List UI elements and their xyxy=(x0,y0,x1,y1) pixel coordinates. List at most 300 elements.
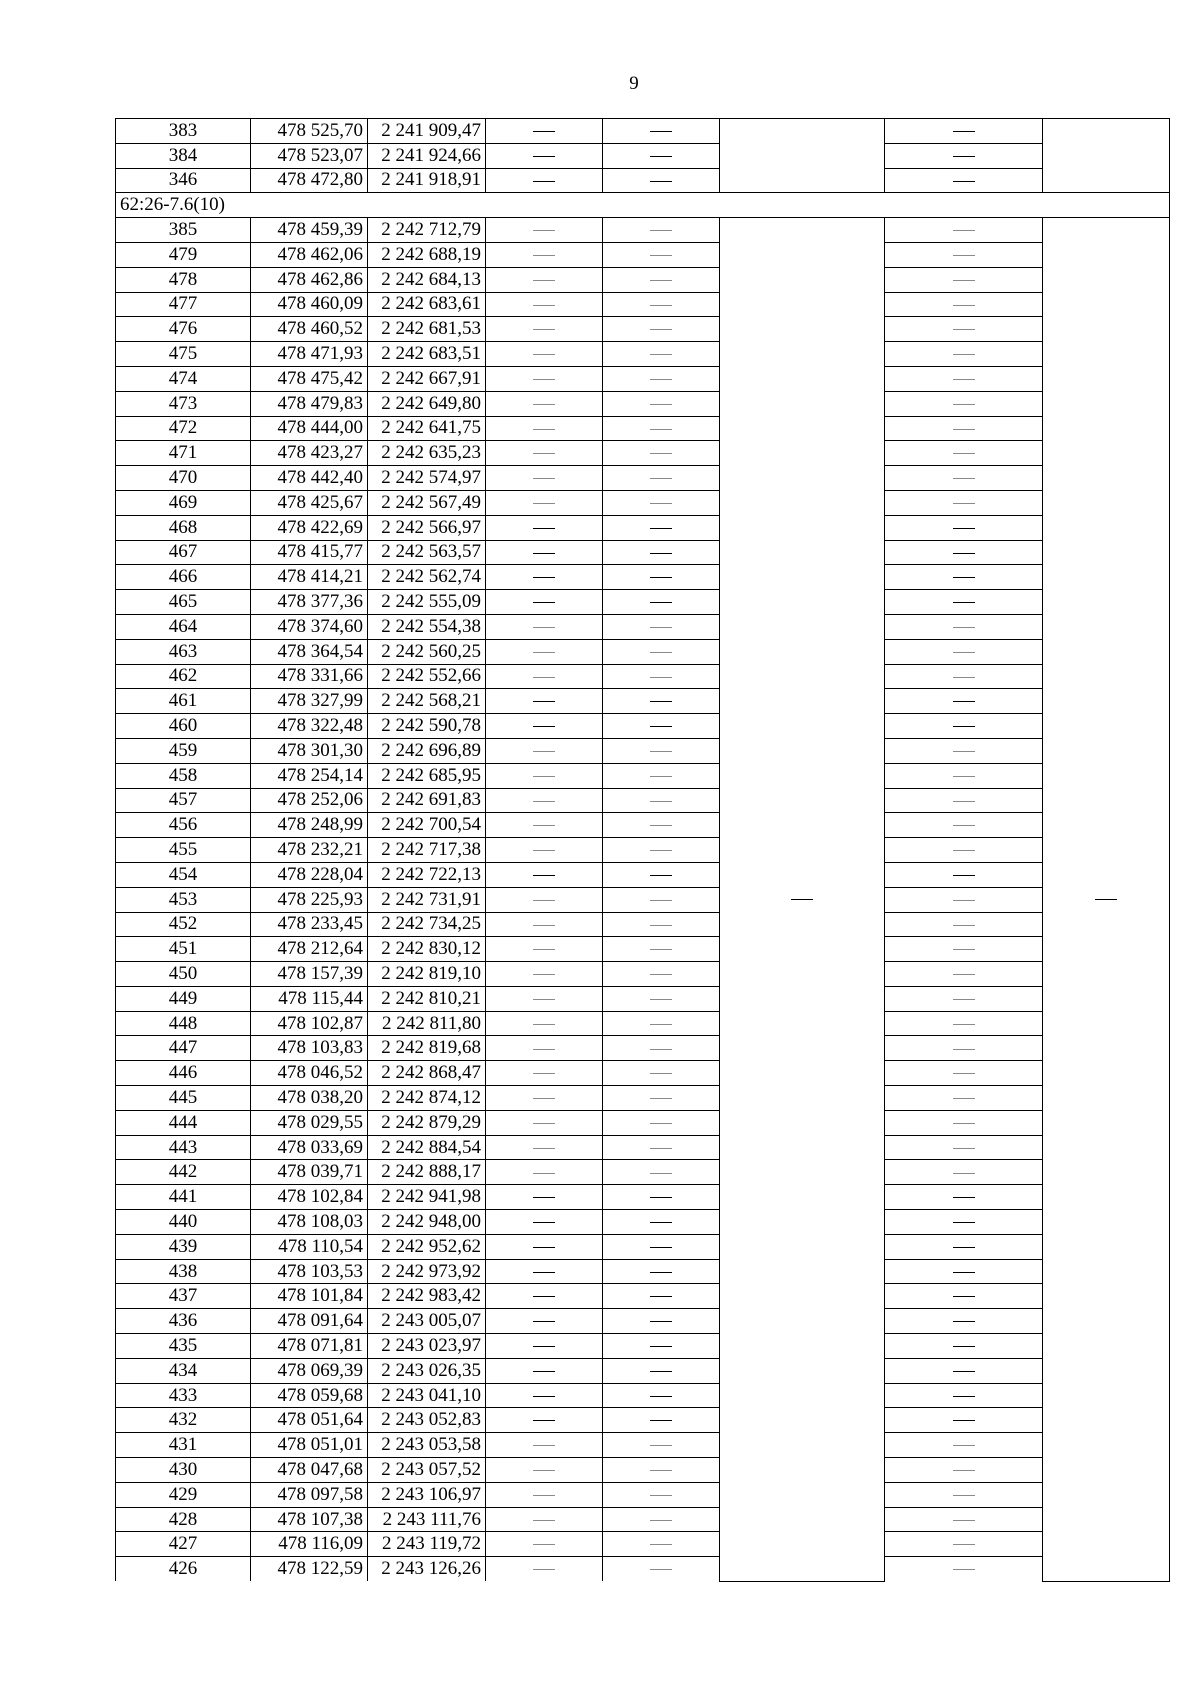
y-coordinate: 2 242 684,13 xyxy=(368,267,486,292)
x-coordinate: 478 232,21 xyxy=(251,838,368,863)
dash-cell-col5 xyxy=(603,1234,720,1259)
dash-cell-col7 xyxy=(885,1557,1043,1581)
table-section-header xyxy=(116,193,1170,218)
dash-cell-col7 xyxy=(885,614,1043,639)
y-coordinate: 2 242 888,17 xyxy=(368,1160,486,1185)
dash-cell-col7 xyxy=(885,1383,1043,1408)
section-row xyxy=(116,193,1170,218)
dash-cell-col4 xyxy=(486,1358,603,1383)
x-coordinate: 478 462,86 xyxy=(251,267,368,292)
dash-cell-col4 xyxy=(486,1284,603,1309)
point-number: 429 xyxy=(116,1482,251,1507)
dash-mark xyxy=(650,627,672,628)
dash-cell-col7 xyxy=(885,937,1043,962)
dash-cell-col4 xyxy=(486,738,603,763)
dash-mark xyxy=(953,1296,975,1297)
dash-cell-col4 xyxy=(486,862,603,887)
dash-cell-col5 xyxy=(603,1532,720,1557)
dash-mark xyxy=(650,404,672,405)
dash-mark xyxy=(650,602,672,603)
dash-mark xyxy=(533,974,555,975)
dash-cell-col4 xyxy=(486,1433,603,1458)
x-coordinate: 478 444,00 xyxy=(251,416,368,441)
dash-cell-col4 xyxy=(486,267,603,292)
table-row xyxy=(116,466,1170,491)
dash-mark xyxy=(953,305,975,306)
point-number: 456 xyxy=(116,813,251,838)
dash-mark xyxy=(953,701,975,702)
dash-mark xyxy=(953,453,975,454)
dash-cell-col7 xyxy=(885,292,1043,317)
point-number: 445 xyxy=(116,1086,251,1111)
dash-mark xyxy=(953,1222,975,1223)
dash-mark xyxy=(650,1544,672,1545)
dash-mark xyxy=(650,1321,672,1322)
x-coordinate: 478 423,27 xyxy=(251,441,368,466)
dash-cell-col7 xyxy=(885,788,1043,813)
dash-mark xyxy=(533,652,555,653)
dash-mark xyxy=(650,776,672,777)
dash-cell-col5 xyxy=(603,862,720,887)
point-number: 346 xyxy=(116,168,251,193)
point-number: 458 xyxy=(116,763,251,788)
dash-cell-col7 xyxy=(885,1532,1043,1557)
merged-cell-col6 xyxy=(720,218,885,1581)
dash-cell-col4 xyxy=(486,986,603,1011)
dash-cell-col4 xyxy=(486,887,603,912)
dash-cell-col5 xyxy=(603,342,720,367)
y-coordinate: 2 242 952,62 xyxy=(368,1234,486,1259)
y-coordinate: 2 242 562,74 xyxy=(368,565,486,590)
table-row xyxy=(116,1309,1170,1334)
dash-mark xyxy=(533,478,555,479)
dash-mark xyxy=(533,850,555,851)
x-coordinate: 478 091,64 xyxy=(251,1309,368,1334)
dash-mark xyxy=(953,1544,975,1545)
dash-mark xyxy=(953,974,975,975)
x-coordinate: 478 377,36 xyxy=(251,590,368,615)
dash-mark xyxy=(953,354,975,355)
y-coordinate: 2 242 810,21 xyxy=(368,986,486,1011)
x-coordinate: 478 107,38 xyxy=(251,1507,368,1532)
table-row xyxy=(116,689,1170,714)
dash-cell-col5 xyxy=(603,962,720,987)
dash-cell-col5 xyxy=(603,242,720,267)
dash-cell-col7 xyxy=(885,838,1043,863)
dash-mark xyxy=(650,577,672,578)
x-coordinate: 478 471,93 xyxy=(251,342,368,367)
dash-mark xyxy=(953,478,975,479)
dash-cell-col5 xyxy=(603,1135,720,1160)
page-number: 9 xyxy=(629,73,639,94)
point-number: 461 xyxy=(116,689,251,714)
dash-cell-col4 xyxy=(486,366,603,391)
dash-mark xyxy=(533,925,555,926)
table-row xyxy=(116,540,1170,565)
dash-mark xyxy=(953,404,975,405)
dash-cell-col7 xyxy=(885,1433,1043,1458)
dash-mark xyxy=(953,1445,975,1446)
x-coordinate: 478 322,48 xyxy=(251,714,368,739)
point-number: 449 xyxy=(116,986,251,1011)
dash-mark xyxy=(533,1470,555,1471)
dash-mark xyxy=(953,949,975,950)
dash-cell-col5 xyxy=(603,317,720,342)
dash-mark xyxy=(650,1396,672,1397)
y-coordinate: 2 242 574,97 xyxy=(368,466,486,491)
table-row xyxy=(116,366,1170,391)
x-coordinate: 478 097,58 xyxy=(251,1482,368,1507)
dash-cell-col4 xyxy=(486,689,603,714)
dash-mark xyxy=(953,131,975,132)
dash-cell-col4 xyxy=(486,317,603,342)
dash-mark xyxy=(650,1371,672,1372)
dash-cell-col4 xyxy=(486,1334,603,1359)
point-number: 436 xyxy=(116,1309,251,1334)
table-row xyxy=(116,1284,1170,1309)
dash-cell-col7 xyxy=(885,1309,1043,1334)
dash-mark xyxy=(650,850,672,851)
point-number: 467 xyxy=(116,540,251,565)
dash-cell-col7 xyxy=(885,1086,1043,1111)
table-row xyxy=(116,565,1170,590)
dash-cell-col4 xyxy=(486,441,603,466)
dash-mark xyxy=(953,1321,975,1322)
dash-mark xyxy=(650,1445,672,1446)
dash-cell-col4 xyxy=(486,937,603,962)
table-row xyxy=(116,788,1170,813)
dash-mark xyxy=(953,1123,975,1124)
y-coordinate: 2 242 874,12 xyxy=(368,1086,486,1111)
y-coordinate: 2 242 554,38 xyxy=(368,614,486,639)
x-coordinate: 478 331,66 xyxy=(251,664,368,689)
dash-mark xyxy=(650,379,672,380)
y-coordinate: 2 242 667,91 xyxy=(368,366,486,391)
dash-mark xyxy=(533,1495,555,1496)
point-number: 439 xyxy=(116,1234,251,1259)
point-number: 475 xyxy=(116,342,251,367)
dash-mark xyxy=(953,230,975,231)
dash-cell-col4 xyxy=(486,838,603,863)
dash-mark xyxy=(650,701,672,702)
dash-cell-col4 xyxy=(486,1011,603,1036)
y-coordinate: 2 242 567,49 xyxy=(368,490,486,515)
dash-cell-col5 xyxy=(603,1309,720,1334)
x-coordinate: 478 103,53 xyxy=(251,1259,368,1284)
y-coordinate: 2 242 649,80 xyxy=(368,391,486,416)
dash-cell-col7 xyxy=(885,639,1043,664)
dash-cell-col4 xyxy=(486,1507,603,1532)
point-number: 440 xyxy=(116,1210,251,1235)
dash-cell-col4 xyxy=(486,1482,603,1507)
x-coordinate: 478 415,77 xyxy=(251,540,368,565)
dash-mark xyxy=(953,577,975,578)
dash-cell-col7 xyxy=(885,143,1043,168)
dash-cell-col4 xyxy=(486,1557,603,1581)
dash-mark xyxy=(650,1296,672,1297)
x-coordinate: 478 051,01 xyxy=(251,1433,368,1458)
y-coordinate: 2 242 568,21 xyxy=(368,689,486,714)
point-number: 477 xyxy=(116,292,251,317)
dash-mark xyxy=(533,1173,555,1174)
dash-mark xyxy=(650,949,672,950)
dash-mark xyxy=(953,1470,975,1471)
dash-mark xyxy=(953,825,975,826)
dash-mark xyxy=(953,379,975,380)
dash-cell-col4 xyxy=(486,1234,603,1259)
dash-mark xyxy=(650,726,672,727)
x-coordinate: 478 101,84 xyxy=(251,1284,368,1309)
dash-mark xyxy=(650,255,672,256)
y-coordinate: 2 242 819,68 xyxy=(368,1036,486,1061)
dash-mark xyxy=(533,825,555,826)
table-row xyxy=(116,416,1170,441)
table-row xyxy=(116,143,1170,168)
dash-mark xyxy=(953,900,975,901)
dash-cell-col5 xyxy=(603,590,720,615)
table-row xyxy=(116,1185,1170,1210)
dash-cell-col5 xyxy=(603,1110,720,1135)
y-coordinate: 2 243 057,52 xyxy=(368,1458,486,1483)
dash-mark xyxy=(533,553,555,554)
dash-mark xyxy=(650,553,672,554)
dash-mark xyxy=(533,1569,555,1570)
table-row xyxy=(116,1036,1170,1061)
dash-cell-col4 xyxy=(486,1383,603,1408)
dash-mark xyxy=(953,875,975,876)
dash-mark xyxy=(650,429,672,430)
dash-cell-col5 xyxy=(603,1458,720,1483)
y-coordinate: 2 243 041,10 xyxy=(368,1383,486,1408)
dash-cell-col7 xyxy=(885,1259,1043,1284)
table-row xyxy=(116,1557,1170,1581)
dash-mark xyxy=(533,1247,555,1248)
dash-cell-col7 xyxy=(885,1110,1043,1135)
point-number: 450 xyxy=(116,962,251,987)
dash-cell-col5 xyxy=(603,366,720,391)
dash-mark xyxy=(650,751,672,752)
dash-cell-col7 xyxy=(885,317,1043,342)
dash-mark xyxy=(953,1346,975,1347)
table-row xyxy=(116,1160,1170,1185)
dash-mark xyxy=(533,1073,555,1074)
y-coordinate: 2 242 552,66 xyxy=(368,664,486,689)
dash-mark xyxy=(533,1396,555,1397)
dash-mark xyxy=(533,156,555,157)
dash-mark xyxy=(533,1371,555,1372)
point-number: 427 xyxy=(116,1532,251,1557)
x-coordinate: 478 102,84 xyxy=(251,1185,368,1210)
dash-cell-col5 xyxy=(603,466,720,491)
dash-cell-col4 xyxy=(486,714,603,739)
dash-cell-col7 xyxy=(885,441,1043,466)
dash-mark xyxy=(953,751,975,752)
y-coordinate: 2 242 811,80 xyxy=(368,1011,486,1036)
coordinates-table xyxy=(115,118,1170,1582)
merged-cell-col6 xyxy=(720,119,885,193)
y-coordinate: 2 242 566,97 xyxy=(368,515,486,540)
dash-mark xyxy=(533,949,555,950)
dash-cell-col5 xyxy=(603,912,720,937)
dash-mark xyxy=(953,1024,975,1025)
y-coordinate: 2 242 691,83 xyxy=(368,788,486,813)
dash-cell-col5 xyxy=(603,986,720,1011)
point-number: 448 xyxy=(116,1011,251,1036)
dash-mark xyxy=(533,726,555,727)
y-coordinate: 2 242 683,51 xyxy=(368,342,486,367)
dash-cell-col4 xyxy=(486,119,603,144)
table-row xyxy=(116,1110,1170,1135)
dash-mark xyxy=(650,974,672,975)
table-row xyxy=(116,1507,1170,1532)
x-coordinate: 478 228,04 xyxy=(251,862,368,887)
dash-cell-col4 xyxy=(486,515,603,540)
dash-cell-col5 xyxy=(603,490,720,515)
dash-cell-col7 xyxy=(885,887,1043,912)
table-row xyxy=(116,986,1170,1011)
dash-mark xyxy=(650,503,672,504)
dash-cell-col4 xyxy=(486,1135,603,1160)
dash-cell-col7 xyxy=(885,738,1043,763)
dash-mark xyxy=(533,1197,555,1198)
x-coordinate: 478 108,03 xyxy=(251,1210,368,1235)
dash-cell-col4 xyxy=(486,788,603,813)
point-number: 460 xyxy=(116,714,251,739)
table-row xyxy=(116,838,1170,863)
x-coordinate: 478 327,99 xyxy=(251,689,368,714)
table-row xyxy=(116,1408,1170,1433)
table-row xyxy=(116,714,1170,739)
point-number: 465 xyxy=(116,590,251,615)
table-row xyxy=(116,763,1170,788)
dash-cell-col7 xyxy=(885,1135,1043,1160)
dash-mark xyxy=(650,131,672,132)
table-row xyxy=(116,317,1170,342)
section-label: 62:26-7.6(10) xyxy=(116,193,1170,218)
dash-cell-col4 xyxy=(486,540,603,565)
dash-cell-col4 xyxy=(486,1259,603,1284)
table-row xyxy=(116,614,1170,639)
dash-mark xyxy=(791,899,813,900)
dash-cell-col5 xyxy=(603,813,720,838)
table-row xyxy=(116,1532,1170,1557)
point-number: 426 xyxy=(116,1557,251,1581)
dash-cell-col5 xyxy=(603,1061,720,1086)
x-coordinate: 478 046,52 xyxy=(251,1061,368,1086)
dash-mark xyxy=(533,1148,555,1149)
dash-cell-col4 xyxy=(486,639,603,664)
dash-mark xyxy=(650,1569,672,1570)
x-coordinate: 478 422,69 xyxy=(251,515,368,540)
dash-cell-col7 xyxy=(885,540,1043,565)
dash-cell-col7 xyxy=(885,664,1043,689)
point-number: 444 xyxy=(116,1110,251,1135)
point-number: 428 xyxy=(116,1507,251,1532)
point-number: 455 xyxy=(116,838,251,863)
dash-cell-col4 xyxy=(486,490,603,515)
table-row xyxy=(116,813,1170,838)
x-coordinate: 478 374,60 xyxy=(251,614,368,639)
point-number: 432 xyxy=(116,1408,251,1433)
dash-cell-col5 xyxy=(603,168,720,193)
dash-cell-col7 xyxy=(885,763,1043,788)
point-number: 478 xyxy=(116,267,251,292)
y-coordinate: 2 242 555,09 xyxy=(368,590,486,615)
table-row xyxy=(116,119,1170,144)
dash-cell-col4 xyxy=(486,218,603,243)
dash-mark xyxy=(650,1098,672,1099)
table-row xyxy=(116,342,1170,367)
table-row xyxy=(116,515,1170,540)
dash-mark xyxy=(533,577,555,578)
dash-cell-col7 xyxy=(885,1011,1043,1036)
dash-mark xyxy=(533,1321,555,1322)
dash-cell-col5 xyxy=(603,292,720,317)
dash-mark xyxy=(650,1520,672,1521)
dash-cell-col7 xyxy=(885,1185,1043,1210)
dash-mark xyxy=(650,1346,672,1347)
x-coordinate: 478 225,93 xyxy=(251,887,368,912)
dash-mark xyxy=(533,280,555,281)
table-row xyxy=(116,912,1170,937)
dash-cell-col7 xyxy=(885,168,1043,193)
dash-mark xyxy=(650,999,672,1000)
table-row xyxy=(116,391,1170,416)
dash-mark xyxy=(650,1470,672,1471)
y-coordinate: 2 243 005,07 xyxy=(368,1309,486,1334)
point-number: 466 xyxy=(116,565,251,590)
y-coordinate: 2 243 126,26 xyxy=(368,1557,486,1581)
dash-mark xyxy=(953,726,975,727)
table-row xyxy=(116,1383,1170,1408)
dash-mark xyxy=(953,1073,975,1074)
dash-mark xyxy=(953,1396,975,1397)
dash-mark xyxy=(650,1173,672,1174)
point-number: 473 xyxy=(116,391,251,416)
y-coordinate: 2 242 734,25 xyxy=(368,912,486,937)
point-number: 457 xyxy=(116,788,251,813)
x-coordinate: 478 523,07 xyxy=(251,143,368,168)
dash-cell-col4 xyxy=(486,416,603,441)
x-coordinate: 478 248,99 xyxy=(251,813,368,838)
dash-cell-col5 xyxy=(603,1259,720,1284)
table-row xyxy=(116,490,1170,515)
dash-mark xyxy=(650,677,672,678)
table-row xyxy=(116,267,1170,292)
x-coordinate: 478 116,09 xyxy=(251,1532,368,1557)
point-number: 452 xyxy=(116,912,251,937)
point-number: 459 xyxy=(116,738,251,763)
x-coordinate: 478 051,64 xyxy=(251,1408,368,1433)
point-number: 443 xyxy=(116,1135,251,1160)
dash-cell-col7 xyxy=(885,1458,1043,1483)
x-coordinate: 478 425,67 xyxy=(251,490,368,515)
point-number: 384 xyxy=(116,143,251,168)
dash-cell-col4 xyxy=(486,1061,603,1086)
dash-mark xyxy=(533,1222,555,1223)
dash-mark xyxy=(650,181,672,182)
point-number: 469 xyxy=(116,490,251,515)
dash-cell-col5 xyxy=(603,540,720,565)
dash-cell-col5 xyxy=(603,1210,720,1235)
dash-mark xyxy=(533,503,555,504)
point-number: 383 xyxy=(116,119,251,144)
dash-mark xyxy=(650,156,672,157)
x-coordinate: 478 301,30 xyxy=(251,738,368,763)
dash-mark xyxy=(650,230,672,231)
y-coordinate: 2 243 119,72 xyxy=(368,1532,486,1557)
dash-cell-col4 xyxy=(486,242,603,267)
